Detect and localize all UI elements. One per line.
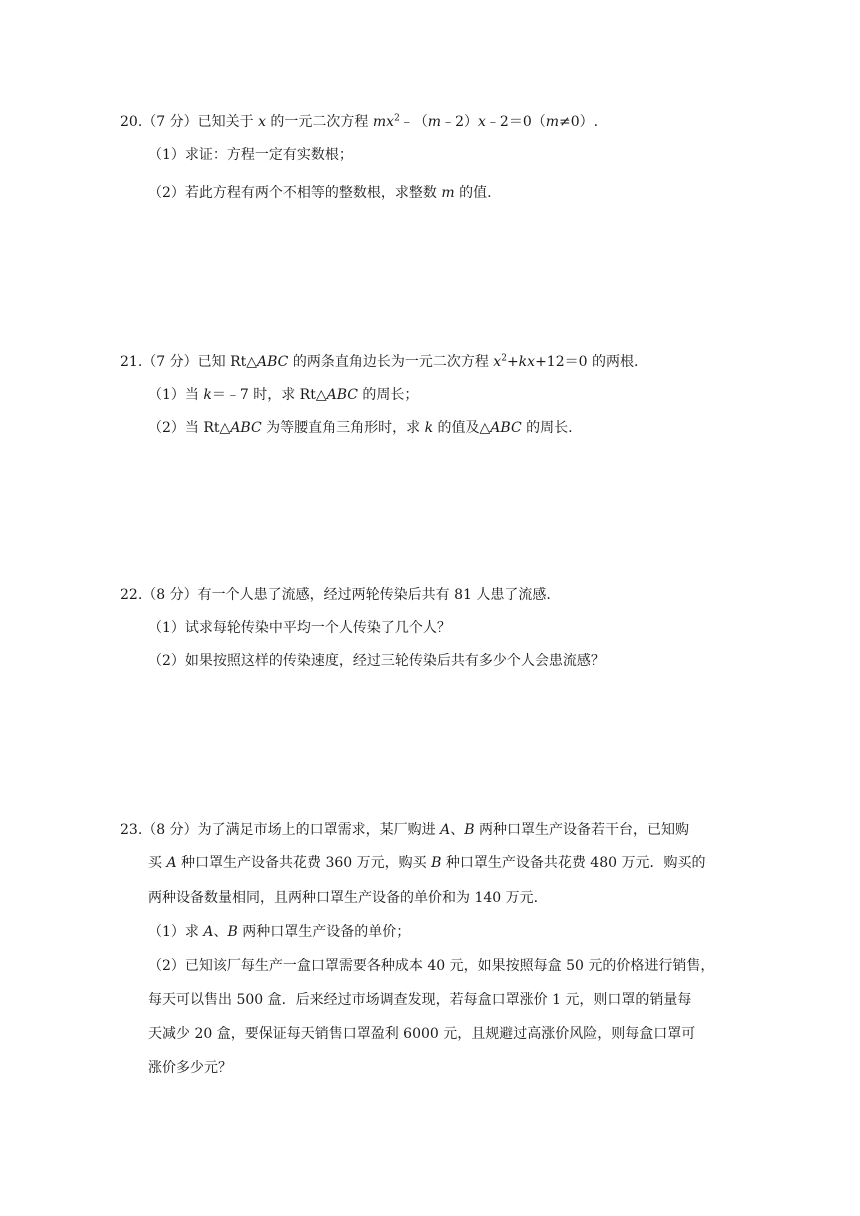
variable: x xyxy=(478,114,486,130)
part-label: （1） xyxy=(148,924,185,940)
question-number: 23. xyxy=(120,822,143,838)
variable: ABC xyxy=(230,420,262,436)
part-label: （2） xyxy=(148,185,185,201)
question-score: （7 分） xyxy=(142,114,198,130)
question-23-part-2-line-2 xyxy=(148,990,691,1010)
variable: B xyxy=(431,855,442,871)
question-23-part-2-line-3 xyxy=(148,1024,695,1044)
question-21-stem xyxy=(120,352,638,372)
exponent: 2 xyxy=(394,113,400,124)
stem-text: +12＝0 的两根. xyxy=(535,354,639,370)
question-score: （7 分） xyxy=(142,354,198,370)
part-text: 涨价多少元？ xyxy=(148,1060,232,1076)
part-text: 的周长； xyxy=(357,387,419,403)
stem-text: + xyxy=(506,354,519,370)
question-23-stem-line-3 xyxy=(148,888,538,908)
question-20-part-2 xyxy=(148,183,492,203)
question-22-part-2 xyxy=(148,651,605,671)
variable: ABC xyxy=(490,420,522,436)
part-text: 两种口罩生产设备的单价； xyxy=(237,924,411,940)
part-text: 天减少 20 盒，要保证每天销售口罩盈利 6000 元，且规避过高涨价风险，则每盒口罩可 xyxy=(148,1026,696,1042)
part-text: ＝﹣7 时，求 Rt△ xyxy=(211,387,327,403)
variable: B xyxy=(464,822,475,838)
part-text: （2）已知该厂每生产一盒口罩需要各种成本 40 元，如果按照每盒 50 元的价格进行销售， xyxy=(148,958,715,974)
stem-text: 、 xyxy=(450,822,465,838)
question-22-part-1 xyxy=(148,618,451,638)
variable: m xyxy=(545,114,560,130)
part-label: （2） xyxy=(148,653,185,669)
variable: ABC xyxy=(257,354,289,370)
part-text: 求 xyxy=(184,924,204,940)
stem-text: 已知 Rt△ xyxy=(197,354,258,370)
variable: kx xyxy=(518,354,536,370)
stem-text: ﹣（ xyxy=(399,114,428,130)
part-text: 当 Rt△ xyxy=(184,420,231,436)
question-number: 20. xyxy=(120,114,143,130)
question-21-part-1 xyxy=(148,385,418,405)
stem-text: 两种设备数量相同，且两种口罩生产设备的单价和为 140 万元. xyxy=(148,890,539,906)
part-label: （1） xyxy=(148,620,185,636)
variable: m xyxy=(441,185,455,201)
variable: mx xyxy=(372,114,395,130)
question-score: （8 分） xyxy=(142,587,198,603)
stem-text: 的两条直角边长为一元二次方程 xyxy=(288,354,494,370)
stem-text: 为了满足市场上的口罩需求，某厂购进 xyxy=(197,822,441,838)
variable: A xyxy=(203,924,214,940)
question-number: 21. xyxy=(120,354,143,370)
variable: x xyxy=(493,354,502,370)
question-23-part-2-line-1 xyxy=(148,956,714,976)
part-label: （1） xyxy=(148,147,185,163)
part-label: （2） xyxy=(148,420,185,436)
question-score: （8 分） xyxy=(142,822,198,838)
part-text: 的值. xyxy=(454,185,492,201)
variable: m xyxy=(427,114,442,130)
exponent: 2 xyxy=(501,353,507,364)
variable: A xyxy=(440,822,451,838)
stem-text: 有一个人患了流感，经过两轮传染后共有 81 人患了流感. xyxy=(197,587,551,603)
stem-text: ﹣2） xyxy=(441,114,478,130)
stem-text: ﹣2＝0（ xyxy=(485,114,546,130)
part-text: 求证：方程一定有实数根； xyxy=(184,147,353,163)
part-text: 、 xyxy=(213,924,228,940)
question-20-part-1 xyxy=(148,145,353,165)
question-23-part-1 xyxy=(148,922,410,942)
stem-text: ≠0）. xyxy=(559,114,599,130)
question-23-stem-line-2 xyxy=(148,853,705,873)
stem-text: 的一元二次方程 xyxy=(265,114,373,130)
question-23-part-2-line-4 xyxy=(148,1058,232,1078)
variable: k xyxy=(424,420,434,436)
variable: k xyxy=(203,387,212,403)
question-22-stem xyxy=(120,585,551,605)
stem-text: 种口罩生产设备共花费 480 万元．购买的 xyxy=(441,855,706,871)
variable: x xyxy=(258,114,266,130)
part-text: 为等腰直角三角形时，求 xyxy=(261,420,425,436)
question-23-stem-line-1 xyxy=(120,820,689,840)
part-text: 若此方程有两个不相等的整数根，求整数 xyxy=(184,185,442,201)
part-text: 每天可以售出 500 盒．后来经过市场调查发现，若每盒口罩涨价 1 元，则口罩的销量每 xyxy=(148,992,692,1008)
part-label: （1） xyxy=(148,387,185,403)
question-number: 22. xyxy=(120,587,143,603)
variable: A xyxy=(166,855,177,871)
part-text: 当 xyxy=(184,387,204,403)
question-21-part-2 xyxy=(148,418,573,438)
part-text: 试求每轮传染中平均一个人传染了几个人？ xyxy=(184,620,451,636)
part-text: 如果按照这样的传染速度，经过三轮传染后共有多少个人会患流感？ xyxy=(184,653,605,669)
question-20-stem xyxy=(120,112,598,132)
variable: ABC xyxy=(326,387,358,403)
part-text: 的周长. xyxy=(521,420,573,436)
variable: B xyxy=(227,924,238,940)
stem-text: 两种口罩生产设备若干台，已知购 xyxy=(474,822,689,838)
stem-text: 买 xyxy=(148,855,167,871)
stem-text: 种口罩生产设备共花费 360 万元，购买 xyxy=(176,855,432,871)
part-text: 的值及△ xyxy=(433,420,491,436)
stem-text: 已知关于 xyxy=(197,114,259,130)
